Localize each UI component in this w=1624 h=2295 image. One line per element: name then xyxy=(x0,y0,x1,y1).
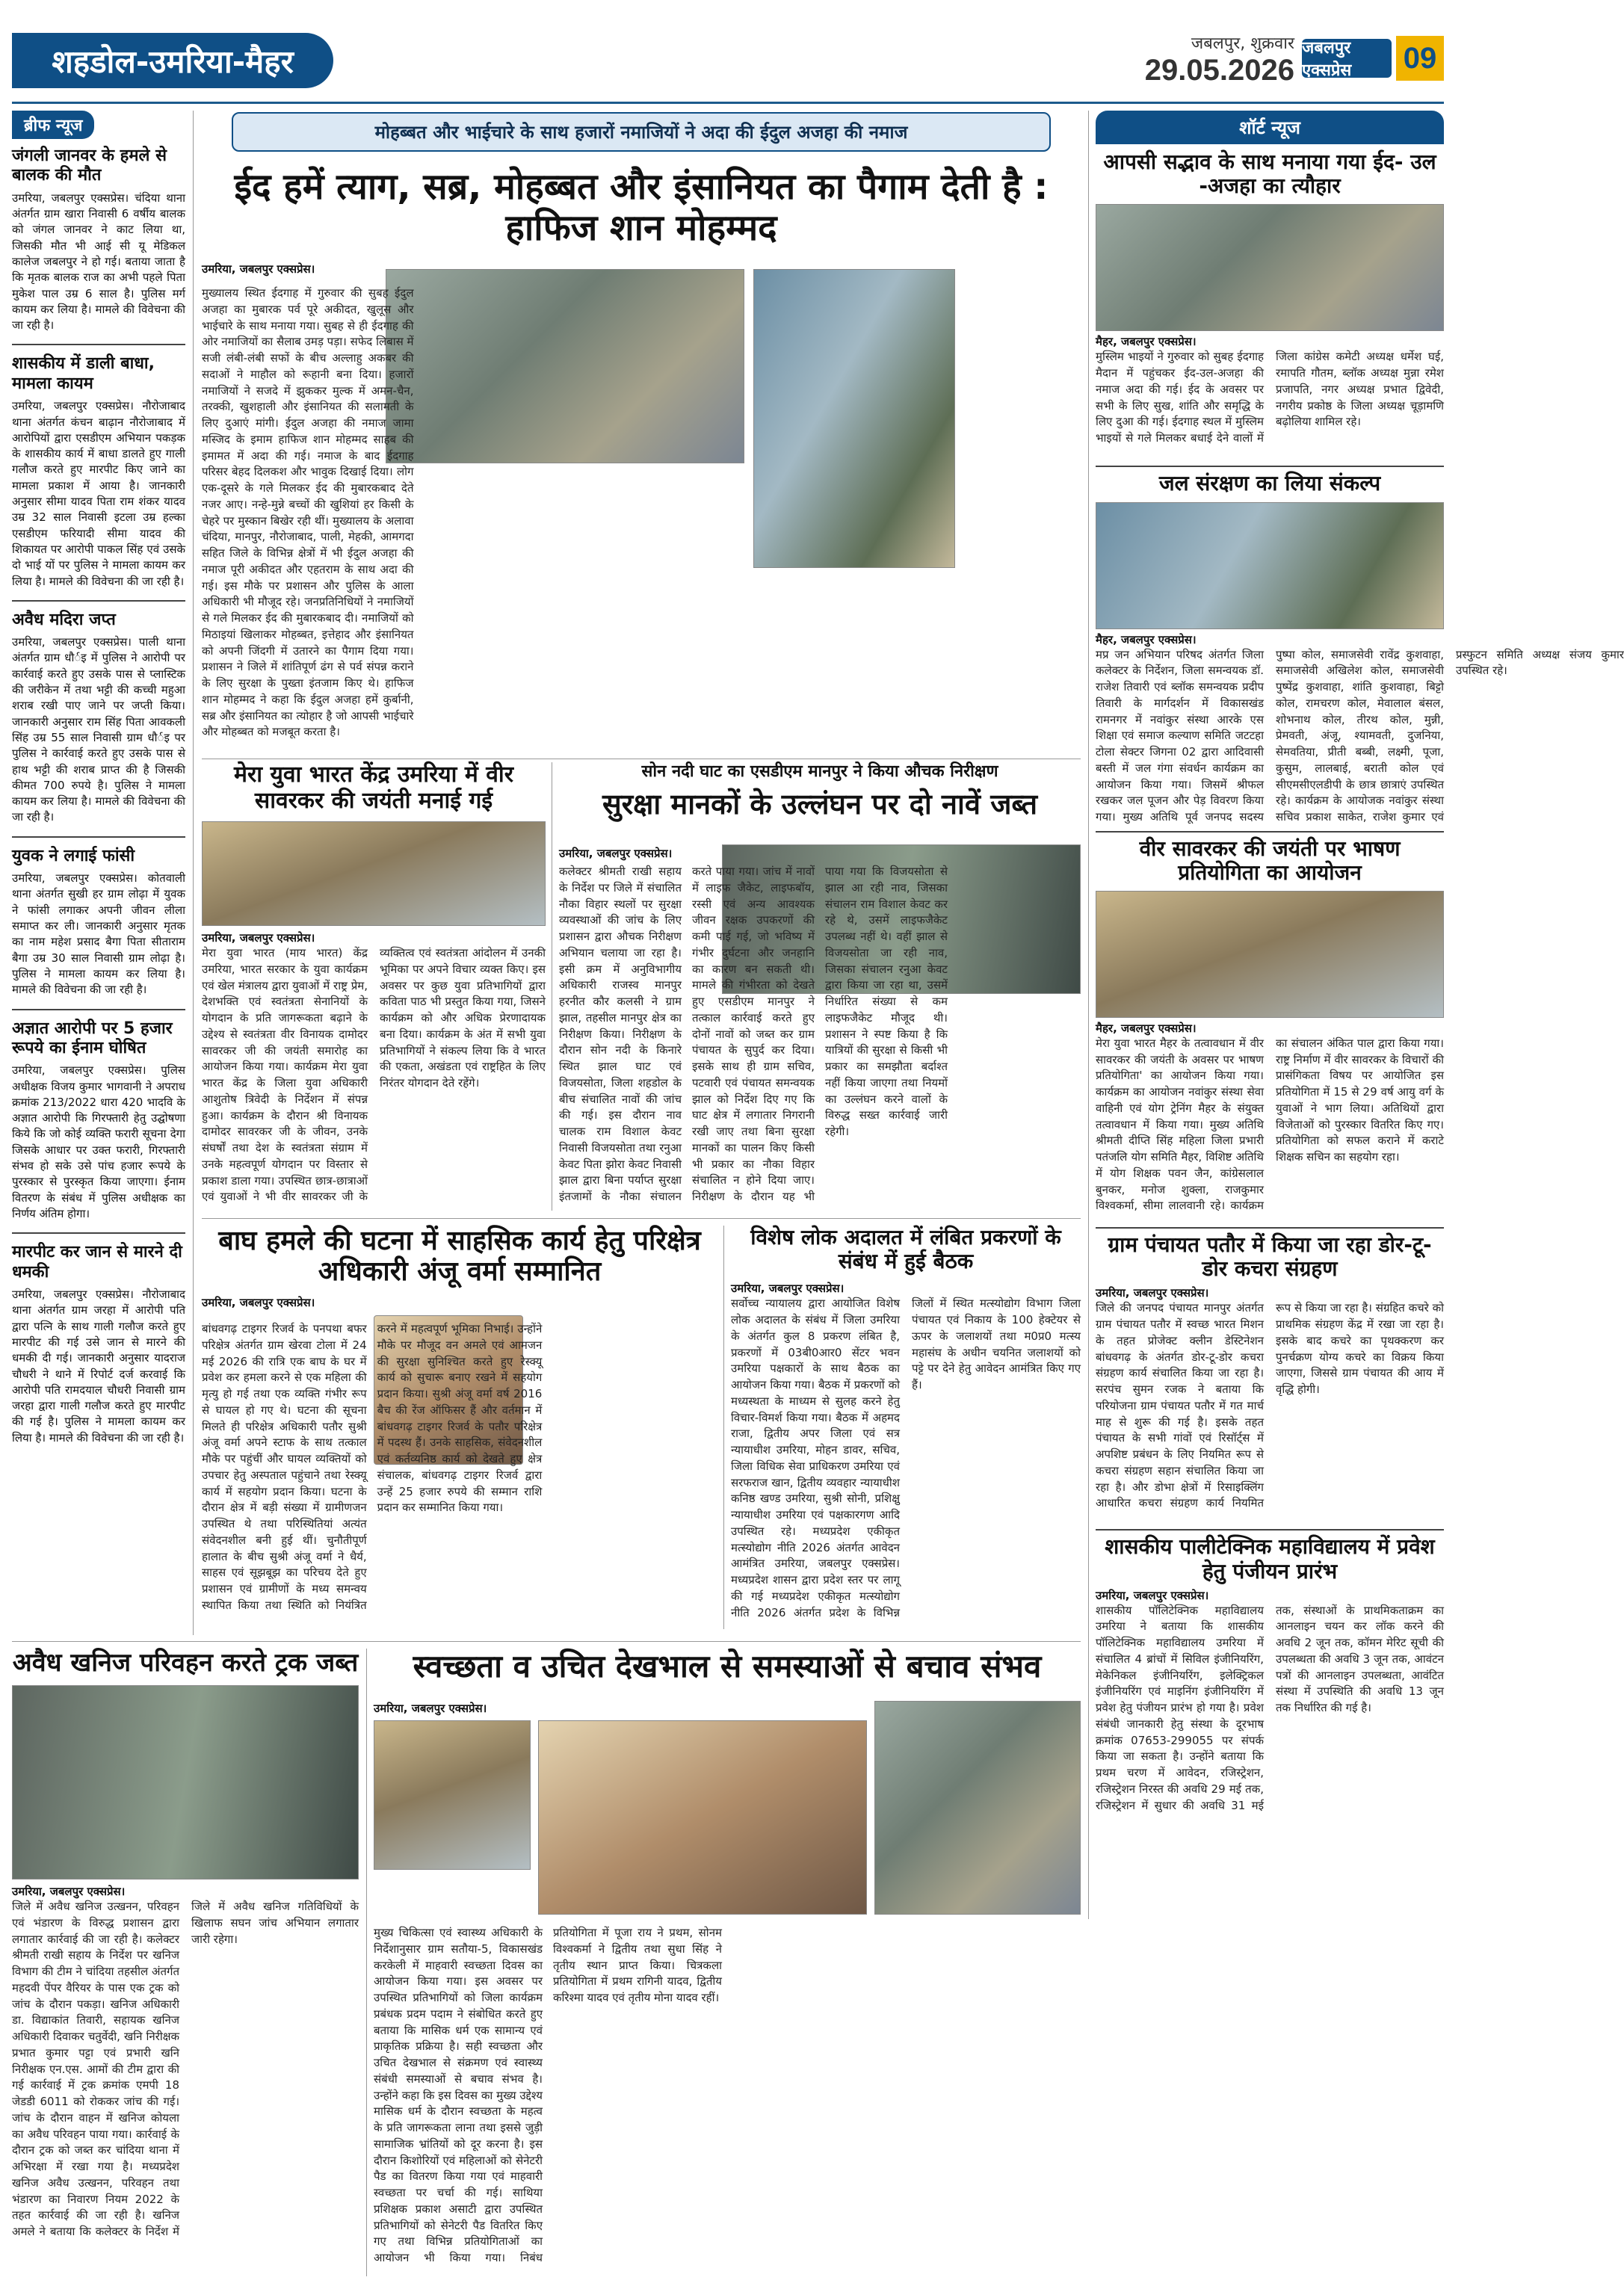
brief-news-label: ब्रीफ न्यूज xyxy=(12,111,94,139)
savarkar-headline: मेरा युवा भारत केंद्र उमरिया में वीर सावरकर की जयंती मनाई गई xyxy=(234,762,513,814)
health-text: मुख्य चिकित्सा एवं स्वास्थ्य अधिकारी के निर्देशानुसार ग्राम सतौया-5, विकासखंड करकेली में माहवारी स्वच्छता दिवस का आयोजन किया गया। इस अवसर पर उपस्थित प्रतिभागियों को जिला कार्यक्रम प्रबंधक प्रदम पदाम ने संबोधित करते हुए बताया कि मासिक धर्म एक सामान्य एवं प्राकृतिक प्रक्रिया है। सही स्वच्छता और उचित देखभाल से संक्रमण एवं स्वास्थ्य संबंधी समस्याओं से बचाव संभव है। उन्होंने कहा कि इस दिवस का मुख्य उद्देश्य मासिक धर्म के दौरान स्वच्छता के महत्व के प्रति जागरूकता लाना तथा इससे जुड़ी सामाजिक भ्रांतियों को दूर करना है। इस दौरान किशोरियों एवं महिलाओं को सेनेटरी पैड का वितरण किया गया एवं माहवारी स्वच्छता पर चर्चा की गई। साथिया प्रशिक्षक प्रकाश असाटी द्वारा उपस्थित प्रतिभागियों को सेनेटरी पैड वितरित किए गए तथा विभिन्न प्रतियोगिताओं का आयोजन भी किया गया। निबंध प्रतियोगिता में पूजा राय ने प्रथम, सोनम विश्वकर्मा ने द्वितीय तथा सुधा सिंह ने तृतीय स्थान प्राप्त किया। चित्रकला प्रतियोगिता में प्रथम रागिनी यादव, द्वितीय करिश्मा यादव एवं तृतीय मोना यादव रहीं। xyxy=(374,1926,722,2264)
brief-headline: युवक ने लगाई फांसी xyxy=(12,846,135,865)
divider xyxy=(1096,831,1444,833)
mining-text: जिले में अवैध खनिज उत्खनन, परिवहन एवं भंडारण के विरुद्ध प्रशासन द्वारा लगातार कार्रवाई की जा रही है। कलेक्टर श्रीमती राखी सहाय के निर्देश पर खनिज विभाग की टीम ने चांदिया तहसील अंतर्गत महदवी पेंपर वैरियर के पास एक ट्रक को जांच के दौरान पकड़ा। खनिज अधिकारी डा. विद्याकांत तिवारी, सहायक खनिज अधिकारी दिवाकर चतुर्वेदी, खनि निरीक्षक प्रभात कुमार पट्टा एवं प्रभारी खनि निरीक्षक एन.एस. आमों की टीम द्वारा की गई कार्रवाई में ट्रक क्रमांक एमपी 18 जेडडी 6011 को रोककर जांच की गई। जांच के दौरान वाहन में खनिज कोयला का अवैध परिवहन पाया गया। कार्रवाई के दौरान ट्रक को जब्त कर चांदिया थाना में अभिरक्षा में रखा गया है। मध्यप्रदेश खनिज अवैध उत्खनन, परिवहन तथा भंडारण का निवारण नियम 2022 के तहत कार्रवाई की जा रही है। खनिज अमले ने बताया कि कलेक्टर के निर्देश में जिले में अवैध खनिज गतिविधियों के खिलाफ सघन जांच अभियान लगातार जारी रहेगा। xyxy=(12,1900,359,2239)
divider xyxy=(1096,466,1444,467)
divider xyxy=(12,600,185,602)
section-rule xyxy=(202,1218,1081,1219)
section-rule xyxy=(12,1641,1081,1642)
savarkar-byline: उमरिया, जबलपुर एक्सप्रेस। xyxy=(202,931,315,945)
brief-text: उमरिया, जबलपुर एक्सप्रेस। पाली थाना अंतर्गत ग्राम धौर्इ में पुलिस ने आरोपी पर कार्रवाई करते हुए उसके पास से प्लास्टिक की जरीकेन में तथा भट्टी की कच्ची महुआ शराब रखी पाए जाने पर जप्ती किया। जानकारी अनुसार राम सिंह पिता आवकली सिंह उम्र 55 साल निवासी ग्राम धौर्इ पर पुलिस ने कार्रवाई करते हुए उसके पास से हाथ भट्टी की शराब प्राप्त की है जिसकी कीमत 700 रुपये है। पुलिस ने मामला कायम कर लिया है। मामले की विवेचना की जा रही है। xyxy=(12,635,185,824)
bhashan-byline: मैहर, जबलपुर एक्सप्रेस। xyxy=(1096,1021,1197,1035)
health-photo-main xyxy=(538,1720,867,1915)
brief-text: उमरिया, जबलपुर एक्सप्रेस। कोतवाली थाना अंतर्गत सुखी हर ग्राम लोढ़ा में युवक ने फांसी लगाकर अपनी जीवन लीला समाप्त कर ली। जानकारी अनुसार मृतक का नाम महेश प्रसाद बैगा पिता सीताराम बैगा उम्र 30 साल निवासी ग्राम लोढ़ा है। पुलिस ने मामला कायम कर लिया है। मामले की विवेचना की जा रही है। xyxy=(12,871,185,997)
health-byline: उमरिया, जबलपुर एक्सप्रेस। xyxy=(374,1702,487,1715)
sone-kicker: सोन नदी घाट का एसडीएम मानपुर ने किया औचक निरीक्षण xyxy=(641,762,998,781)
tiger-story xyxy=(202,1226,717,1629)
door-to-door-headline: ग्राम पंचायत पतौर में किया जा रहा डोर-टू-डोर कचरा संग्रहण xyxy=(1108,1232,1432,1282)
lok-adalat-text: सर्वोच्च न्यायालय द्वारा आयोजित विशेष लोक अदालत के संबंध में जिला उमरिया के अंतर्गत कुल 8 प्रकरण लंबित है, प्रकरणों में 03बी0आर0 सेंटर भवन उमरिया पक्षकारों के साथ बैठक का आयोजन किया गया। बैठक में प्रकरणों को मध्यस्थता के माध्यम से सुलह करने हेतु विचार-विमर्श किया गया। बैठक में अहमद राजा, द्वितीय अपर जिला एवं सत्र न्यायाधीश उमरिया, मोहन डावर, सचिव, जिला विधिक सेवा प्राधिकरण उमरिया एवं सरफराज खान, द्वितीय व्यवहार न्यायाधीश कनिष्ठ खण्ड उमरिया, सुश्री सोनी, प्रशिक्षु न्यायाधीश उमरिया एवं पक्षकारगण आदि उपस्थित रहे। मध्यप्रदेश एकीकृत मत्स्योद्योग नीति 2026 अंतर्गत आवेदन आमंत्रित उमरिया, जबलपुर एक्सप्रेस। मध्यप्रदेश शासन द्वारा प्रदेश स्तर पर लागू की गई मध्यप्रदेश एकीकृत मत्स्योद्योग नीति 2026 अंतर्गत प्रदेश के विभिन्न जिलों में स्थित मत्स्योद्योग विभाग जिला पंचायत एवं निकाय के 100 हेक्टेयर से ऊपर के जलाशयों तथा म0प्र0 मत्स्य महासंघ के अधीन चयनित जलाशयों को पट्टे पर देने हेतु आवेदन आमंत्रित किए गए हैं। xyxy=(731,1297,1081,1619)
door-to-door-text: जिले की जनपद पंचायत मानपुर अंतर्गत ग्राम पंचायत पतौर में स्वच्छ भारत मिशन के तहत प्रोजेक्ट क्लीन डेस्टिनेशन बांधवगढ़ के अंतर्गत डोर-टू-डोर कचरा संग्रहण कार्य संचालित किया जा रहा है। सरपंच सुमन रजक ने बताया कि परियोजना ग्राम पंचायत पतौर में गत मार्च माह से शुरू की गई है। इसके तहत पंचायत के सभी गांवों एवं रिसॉर्ट्स में अपशिष्ट प्रबंधन के लिए नियमित रूप से कचरा संग्रहण सहान संचालित किया जा रहा है। और डोभा क्षेत्रों में रिसाइक्लिंग आधारित कचरा संग्रहण कार्य नियमित रूप से किया जा रहा है। संग्रहित कचरे को प्राथमिक संग्रहण केंद्र में रखा जा रहा है। इसके बाद कचरे का पृथक्करण कर पुनर्चक्रण योग्य कचरे का विक्रय किया जाएगा, जिससे ग्राम पंचायत की आय में वृद्धि होगी। xyxy=(1096,1301,1444,1510)
column-rule xyxy=(193,111,194,1635)
place-day: जबलपुर, शुक्रवार xyxy=(1191,34,1294,53)
sone-byline: उमरिया, जबलपुर एक्सप्रेस। xyxy=(559,847,673,860)
issue-date: 29.05.2026 xyxy=(1144,54,1294,87)
eid-text: मुख्यालय स्थित ईदगाह में गुरुवार की सुबह ईदुल अजहा का मुबारक पर्व पूरे अकीदत, खुलूस और भाईचारे के साथ मनाया गया। सुबह से ही ईदगाह की ओर नमाजियों का सैलाब उमड़ पड़ा। सफेद लिबास में सजी लंबी-लंबी सफों के बीच अल्लाहु अकबर की सदाओं ने माहौल को रूहानी बना दिया। हजारों नमाजियों ने सजदे में झुककर मुल्क में अमन-चैन, तरक्की, खुशहाली और इंसानियत की सलामती के लिए दुआएं मांगी। ईदुल अजहा की नमाज जामा मस्जिद के इमाम हाफिज शान मोहम्मद साहब की इमामत में अदा की गई। नमाज के बाद ईदगाह परिसर बेहद दिलकश और भावुक दिखाई दिया। लोग एक-दूसरे के गले मिलकर ईद की मुबारकबाद देते नजर आए। नन्हे-मुन्ने बच्चों की खुशियां हर किसी के चेहरे पर मुस्कान बिखेर रही थीं। मुख्यालय के अलावा चंदिया, मानपुर, नौरोजाबाद, पाली, मेहकी, आमगदा सहित जिले के विभिन्न क्षेत्रों में भी ईदुल अजहा की नमाज पूरी अकीदत और एहतराम के साथ अदा की गई। इस मौके पर प्रशासन और पुलिस के आला अधिकारी भी मौजूद रहे। जनप्रतिनिधियों ने नमाजियों से गले मिलकर ईद की मुबारकबाद दी। नमाजियों को मिठाइयां खिलाकर मोहब्बत, इत्तेहाद और इंसानियत को अपनी जिंदगी में उतारने का पैगाम दिया गया। प्रशासन ने जिले में शांतिपूर्ण ढंग से पर्व संपन्न कराने के लिए सुरक्षा के पुख्ता इंतजाम किए थे। हाफिज शान मोहम्मद ने कहा कि ईदुल अजहा हमें कुर्बानी, सब्र और इंसानियत का त्योहार है जो आपसी भाईचारे और मोहब्बत को मजबूत करता है। xyxy=(202,286,414,739)
water-byline: मैहर, जबलपुर एक्सप्रेस। xyxy=(1096,632,1197,646)
page-number: 09 xyxy=(1396,36,1444,81)
column-rule xyxy=(723,1226,724,1629)
door-to-door-byline: उमरिया, जबलपुर एक्सप्रेस। xyxy=(1096,1286,1209,1300)
polytechnic-headline: शासकीय पालीटेक्निक महाविद्यालय में प्रवेश हेतु पंजीयन प्रारंभ xyxy=(1105,1534,1435,1584)
water-text: मप्र जन अभियान परिषद अंतर्गत जिला कलेक्टर के निर्देशन, जिला समन्वयक डॉ. राजेश तिवारी एवं ब्लॉक समन्वयक प्रदीप तिवारी के मार्गदर्शन में विकासखंड रामनगर में नवांकुर संस्था आरके एस शिक्षा एवं समाज कल्याण समिति जटटहा टोला सेक्टर जिगना 02 द्वारा आदिवासी बस्ती में जल गंगा संवर्धन कार्यक्रम का आयोजन किया गया। जिसमें श्रीफल रखकर जल पूजन और पेड़ विवरण किया गया। मुख्य अतिथि पूर्व जनपद सदस्य पुष्पा कोल, समाजसेवी रावेंद्र कुशवाहा, समाजसेवी अखिलेश कोल, समाजसेवी पुष्पेंद्र कुशवाहा, शांति कुशवाहा, बिट्टो कोल, रामचरण कोल, मेवालाल बंसल, शोभनाथ कोल, तीरथ कोल, मुन्नी, प्रेमवती, अंजू, श्यामवती, दुजनिया, सेमवतिया, प्रीती बब्बी, लक्ष्मी, पूजा, कुसुम, लालबाई, बराती कोल एवं सीएमसीएलडीपी के छात्र छात्राएं उपस्थित रहे। कार्यक्रम के आयोजक नवांकुर संस्था सचिव प्रकाश साकेत, राजेश कुमार एवं प्रस्फुटन समिति अध्यक्ष संजय कुमार उपस्थित रहे। xyxy=(1096,647,1624,824)
sone-text: कलेक्टर श्रीमती राखी सहाय के निर्देश पर जिले में संचालित नौका विहार स्थलों पर सुरक्षा व्यवस्थाओं की जांच के लिए प्रशासन द्वारा औचक निरीक्षण अभियान चलाया जा रहा है। इसी क्रम में अनुविभागीय अधिकारी राजस्व मानपुर हरनीत कौर कलसी ने ग्राम झाल, तहसील मानपुर क्षेत्र का निरीक्षण किया। निरीक्षण के दौरान सोन नदी के किनारे स्थित झाल घाट एवं विजयसोता, जिला शहडोल के बीच संचालित नावों की जांच की गई। इस दौरान नाव चालक राम विशाल केवट निवासी विजयसोता तथा रनुआ केवट पिता झोरा केवट निवासी झाल द्वारा बिना पर्याप्त सुरक्षा इंतजामों के नौका संचालन करते पाया गया। जांच में नावों में लाइफ जैकेट, लाइफबॉय, रस्सी एवं अन्य आवश्यक जीवन रक्षक उपकरणों की कमी पाई गई, जो भविष्य में गंभीर दुर्घटना और जनहानि का कारण बन सकती थी। मामले की गंभीरता को देखते हुए एसडीएम मानपुर ने तत्काल कार्रवाई करते हुए दोनों नावों को जब्त कर ग्राम पंचायत के सुपुर्द कर दिया। इसके साथ ही ग्राम सचिव, पटवारी एवं पंचायत समन्वयक झाल को निर्देश दिए गए कि घाट क्षेत्र में लगातार निगरानी रखी जाए तथा बिना सुरक्षा मानकों का पालन किए किसी भी प्रकार का नौका विहार संचालित न होने दिया जाए। निरीक्षण के दौरान यह भी पाया गया कि विजयसोता से झाल आ रही नाव, जिसका संचालन राम विशाल केवट कर रहे थे, उसमें लाइफजैकेट उपलब्ध नहीं थे। वहीं झाल से विजयसोता जा रही नाव, जिसका संचालन रनुआ केवट द्वारा किया जा रहा था, उसमें निर्धारित संख्या से कम लाइफजैकेट मौजूद थी। प्रशासन ने स्पष्ट किया है कि यात्रियों की सुरक्षा से किसी भी प्रकार का समझौता बर्दाश्त नहीं किया जाएगा तथा नियमों का उल्लंघन करने वालों के विरुद्ध सख्त कार्रवाई जारी रहेगी। xyxy=(559,865,948,1203)
lok-adalat-headline: विशेष लोक अदालत में लंबित प्रकरणों के संबंध में हुई बैठक xyxy=(750,1225,1061,1274)
masthead xyxy=(12,27,1444,104)
mining-byline: उमरिया, जबलपुर एक्सप्रेस। xyxy=(12,1885,126,1899)
divider xyxy=(1096,1529,1444,1530)
health-photo-right xyxy=(874,1701,1081,1915)
column-rule xyxy=(1088,111,1089,1919)
savarkar-photo xyxy=(202,821,546,926)
paper-name: जबलपुर एक्सप्रेस xyxy=(1302,39,1392,78)
health-headline: स्वच्छता व उचित देखभाल से समस्याओं से बचाव संभव xyxy=(413,1648,1042,1684)
savarkar-story xyxy=(202,762,546,1211)
sone-headline: सुरक्षा मानकों के उल्लंघन पर दो नावें जब्त xyxy=(602,788,1038,821)
bhashan-photo xyxy=(1096,891,1444,1018)
tiger-byline: उमरिया, जबलपुर एक्सप्रेस। xyxy=(202,1295,315,1309)
truck-photo xyxy=(12,1685,359,1879)
short-news-column xyxy=(1096,111,1624,1919)
brief-text: उमरिया, जबलपुर एक्सप्रेस। नौरोजाबाद थाना अंतर्गत ग्राम जरहा में आरोपी पति द्वारा पत्नि के साथ गाली गलौज करते हुए मारपीट की गई उसे जान से मारने की धमकी दी गई। जानकारी अनुसार यादराज चौधरी ने थाने में रिपोर्ट दर्ज करवाई कि आरोपी पति रामदयाल चौधरी निवासी ग्राम जरहा द्वारा गाली गलौज करते हुए मारपीट की गई है। पुलिस ने मामला कायम कर लिया है। मामले की विवेचना की जा रही है। xyxy=(12,1288,185,1445)
brief-text: उमरिया, जबलपुर एक्सप्रेस। पुलिस अधीक्षक विजय कुमार भागवानी ने अपराध क्रमांक 213/2022 धारा 420 भादवि के अज्ञात आरोपी कि गिरफ्तारी हेतु उद्घोषणा किये कि जो कोई व्यक्ति फरारी सूचना देगा जिसके आधार पर उक्त फरारी, गिरफ्तारी संभव हो सके उसे पांच हजार रूपये के पुरस्कार से पुरस्कृत किया जाएगा। ईनाम वितरण के संबंध में पुलिस अधीक्षक का निर्णय अंतिम होगा। xyxy=(12,1063,185,1220)
maihar-eid-text: मुस्लिम भाइयों ने गुरुवार को सुबह ईदगाह मैदान में पहुंचकर ईद-उल-अजहा की नमाज अदा की गई। ईद के अवसर पर सभी के लिए सुख, शांति और समृद्धि के लिए दुआ की गई। ईदगाह स्थल में मुस्लिम भाइयों से गले मिलकर बधाई देने वालों में जिला कांग्रेस कमेटी अध्यक्ष धर्मेश घई, रमापति गौतम, ब्लॉक अध्यक्ष मुन्ना रमेश प्रजापति, नगर अध्यक्ष प्रभात द्विवेदी, नगरीय प्रकोष्ठ के जिला अध्यक्ष चूड़ामणि बढ़ोलिया शामिल रहे। xyxy=(1096,350,1444,445)
column-rule xyxy=(366,1649,367,2276)
sone-story xyxy=(559,762,1081,1211)
savarkar-text: मेरा युवा भारत (माय भारत) केंद्र उमरिया, भारत सरकार के युवा कार्यक्रम एवं खेल मंत्रालय द्वारा युवाओं में राष्ट्र प्रेम, देशभक्ति एवं स्वतंत्रता सेनानियों के योगदान के प्रति जागरूकता बढ़ाने के उद्देश्य से स्वतंत्रता वीर विनायक दामोदर सावरकर जी की जयंती समारोह का आयोजन किया गया। कार्यक्रम मेरा युवा भारत केंद्र के जिला युवा अधिकारी आशुतोष त्रिवेदी के निर्देशन में संपन्न हुआ। कार्यक्रम के दौरान श्री विनायक दामोदर सावरकर जी के जीवन, उनके संघर्षों तथा देश के स्वतंत्रता संग्राम में उनके महत्वपूर्ण योगदान पर विस्तार से प्रकाश डाला गया। उपस्थित छात्र-छात्राओं एवं युवाओं ने भी वीर सावरकर जी के व्यक्तित्व एवं स्वतंत्रता आंदोलन में उनकी भूमिका पर अपने विचार व्यक्त किए। इस अवसर पर कुछ युवा प्रतिभागियों द्वारा कविता पाठ भी प्रस्तुत किया गया, जिसने कार्यक्रम को और अधिक प्रेरणादायक बना दिया। कार्यक्रम के अंत में सभी युवा प्रतिभागियों ने संकल्प लिया कि वे भारत की एकता, अखंडता एवं राष्ट्रहित के लिए निरंतर योगदान देते रहेंगे। xyxy=(202,946,546,1204)
brief-text: उमरिया, जबलपुर एक्सप्रेस। नौरोजाबाद थाना अंतर्गत कंचन बाढ़ान नौरोजाबाद में आरोपियों द्वारा एसडीएम अभियान पकड़क के शासकीय कार्य में बाधा डालते हुए गाली गलौज करते हुए मारपीट किए जाने का मामला प्रकाश में आया है। जानकारी अनुसार सीमा यादव पिता राम शंकर यादव उम्र 32 साल निवासी इटला उम्र हल्का एसडीएम फरियादी सीमा यादव की शिकायत पर आरोपी पाकल सिंह एवं उसके दो भाई यों पर पुलिस ने मामला कायम कर लिया है। मामले की विवेचना की जा रही है। xyxy=(12,399,185,588)
eid-byline: उमरिया, जबलपुर एक्सप्रेस। xyxy=(202,262,315,276)
lok-adalat-story xyxy=(731,1226,1081,1629)
brief-headline: शासकीय में डाली बाधा, मामला कायम xyxy=(12,354,155,393)
divider xyxy=(12,1232,185,1234)
water-photo xyxy=(1096,502,1444,629)
brief-news-column xyxy=(12,111,185,1635)
eid-kicker: मोहब्बत और भाईचारे के साथ हजारों नमाजियों ने अदा की ईदुल अजहा की नमाज xyxy=(232,112,1051,152)
mining-headline: अवैध खनिज परिवहन करते ट्रक जब्त xyxy=(12,1648,359,1678)
polytechnic-byline: उमरिया, जबलपुर एक्सप्रेस। xyxy=(1096,1588,1209,1602)
health-photo-left xyxy=(374,1720,531,1870)
tiger-text: बांधवगढ़ टाइगर रिजर्व के पनपथा बफर परिक्षेत्र अंतर्गत ग्राम खेरवा टोला में 24 मई 2026 की रात्रि एक बाघ के घर में प्रवेश कर हमला करने से एक महिला की मृत्यु हो गई तथा एक व्यक्ति गंभीर रूप से घायल हो गए थे। घटना की सूचना मिलते ही परिक्षेत्र अधिकारी पतौर सुश्री अंजू वर्मा अपने स्टाफ के साथ तत्काल मौके पर पहुंचीं और घायल व्यक्तियों को उपचार हेतु अस्पताल पहुंचाने तथा रेस्क्यू कार्य में सहयोग प्रदान किया। घटना के दौरान क्षेत्र में बड़ी संख्या में ग्रामीणजन उपस्थित थे तथा परिस्थितियां अत्यंत संवेदनशील बनी हुई थीं। चुनौतीपूर्ण हालात के बीच सुश्री अंजू वर्मा ने धैर्य, साहस एवं सूझबूझ का परिचय देते हुए प्रशासन एवं ग्रामीणों के मध्य समन्वय स्थापित किया तथा स्थिति को नियंत्रित करने में महत्वपूर्ण भूमिका निभाई। उन्होंने मौके पर मौजूद वन अमले एवं आमजन की सुरक्षा सुनिश्चित करते हुए रेस्क्यू कार्य को सुचारू बनाए रखने में सहयोग प्रदान किया। सुश्री अंजू वर्मा वर्ष 2016 बैच की रेंज ऑफिसर हैं और वर्तमान में बांधवगढ़ टाइगर रिजर्व के पतौर परिक्षेत्र में पदस्थ हैं। उनके साहसिक, संवेदनशील एवं कर्तव्यनिष्ठ कार्य को देखते हुए क्षेत्र संचालक, बांधवगढ़ टाइगर रिजर्व द्वारा उन्हें 25 हजार रुपये की सम्मान राशि प्रदान कर सम्मानित किया गया। xyxy=(202,1322,543,1612)
maihar-eid-byline: मैहर, जबलपुर एक्सप्रेस। xyxy=(1096,335,1197,349)
bhashan-text: मेरा युवा भारत मैहर के तत्वावधान में वीर सावरकर की जयंती के अवसर पर भाषण प्रतियोगिता' का आयोजन किया गया। कार्यक्रम का आयोजन नवांकुर संस्था सेवा वाहिनी एवं योग ट्रेनिंग मैहर के संयुक्त तत्वावधान में किया गया। मुख्य अतिथि श्रीमती दीप्ति सिंह महिला जिला प्रभारी पतंजलि योग समिति मैहर, विशिष्ट अतिथि में योग शिक्षक पवन जैन, कांग्रेसलाल बुनकर, मनोज शुक्ला, राजकुमार विश्वकर्मा, सीमा लालवानी रहे। कार्यक्रम का संचालन अंकित पाल द्वारा किया गया। राष्ट्र निर्माण में वीर सावरकर के विचारों की प्रासंगिकता विषय पर आयोजित इस प्रतियोगिता में 15 से 29 वर्ष आयु वर्ग के युवाओं ने भाग लिया। अतिथियों द्वारा विजेताओं को पुरस्कार वितरित किए गए। प्रतियोगिता को सफल कराने में कराटे शिक्षक सचिन का सहयोग रहा। xyxy=(1096,1036,1444,1213)
date-block xyxy=(1145,31,1294,87)
short-news-label: शॉर्ट न्यूज xyxy=(1096,111,1444,144)
brief-headline: अवैध मदिरा जप्त xyxy=(12,610,116,629)
brief-headline: अज्ञात आरोपी पर 5 हजार रूपये का ईनाम घोषित xyxy=(12,1019,173,1057)
maihar-eid-photo xyxy=(1096,204,1444,331)
divider xyxy=(1096,1227,1444,1229)
divider xyxy=(12,836,185,838)
brief-headline: मारपीट कर जान से मारने दी धमकी xyxy=(12,1243,182,1282)
tiger-headline: बाघ हमले की घटना में साहसिक कार्य हेतु परिक्षेत्र अधिकारी अंजू वर्मा सम्मानित xyxy=(218,1226,701,1288)
divider xyxy=(12,344,185,345)
lok-adalat-byline: उमरिया, जबलपुर एक्सप्रेस। xyxy=(731,1282,845,1296)
health-story xyxy=(374,1649,1081,2276)
bhashan-headline: वीर सावरकर की जयंती पर भाषण प्रतियोगिता का आयोजन xyxy=(1139,835,1401,885)
brief-headline: जंगली जानवर के हमले से बालक की मौत xyxy=(12,146,167,185)
maihar-eid-headline: आपसी सद्भाव के साथ मनाया गया ईद- उल -अजहा का त्यौहार xyxy=(1103,149,1436,199)
polytechnic-text: शासकीय पॉलिटेक्निक महाविद्यालय उमरिया ने बताया कि शासकीय पॉलिटेक्निक महाविद्यालय उमरिया में संचालित 4 ब्रांचों में सिविल इंजीनियरिंग, मेकेनिकल इंजीनियरिंग, इलेक्ट्रिकल इंजीनियरिंग एवं माइनिंग इंजीनियरिंग में प्रवेश हेतु पंजीयन प्रारंभ हो गया है। प्रवेश संबंधी जानकारी हेतु संस्था के दूरभाष क्रमांक 07653-299055 पर संपर्क किया जा सकता है। उन्होंने बताया कि प्रथम चरण में आवेदन, रजिस्ट्रेशन, रजिस्ट्रेशन निरस्त की अवधि 29 मई तक, रजिस्ट्रेशन में सुधार की अवधि 31 मई तक, संस्थाओं के प्राथमिकताक्रम का आनलाइन चयन कर लॉक करने की अवधि 2 जून तक, कॉमन मेरिट सूची की उपलब्धता की अवधि 3 जून तक, आवंटन पत्रों की आनलाइन उपलब्धता, आवंटित संस्था में उपस्थिति की अवधि 13 जून तक निर्धारित की गई है। xyxy=(1096,1603,1444,1812)
eid-story xyxy=(202,112,1081,755)
brief-text: उमरिया, जबलपुर एक्सप्रेस। चंदिया थाना अंतर्गत ग्राम खारा निवासी 6 वर्षीय बालक को जंगल जानवर ने काट लिया था, जिसकी मौत भी आई सी यू मेडिकल कालेज जबलपुर ने हो गई। बताया जाता है कि मृतक बालक राज का अभी पहले पिता मुकेश पाल उम्र 6 साल है। पुलिस मर्ग कायम कर लिया है। मामले की विवेचना की जा रही है। xyxy=(12,191,185,333)
section-title: शहडोल-उमरिया-मैहर xyxy=(12,33,333,88)
mining-story xyxy=(12,1649,359,2276)
divider xyxy=(12,1009,185,1010)
water-headline: जल संरक्षण का लिया संकल्प xyxy=(1158,471,1381,496)
eid-headline: ईद हमें त्याग, सब्र, मोहब्बत और इंसानियत का पैगाम देती है : हाफिज शान मोहम्मद xyxy=(234,166,1049,250)
